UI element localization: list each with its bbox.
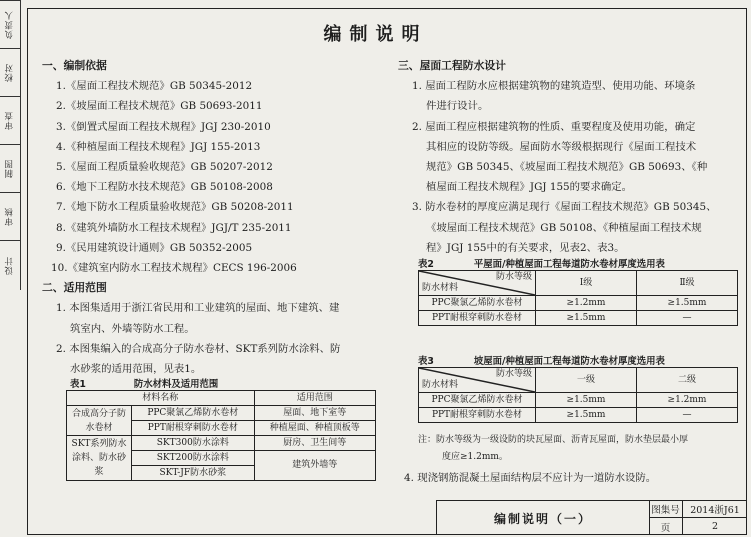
table1 bbox=[66, 390, 376, 481]
right-column bbox=[398, 56, 738, 258]
table-cell: — bbox=[637, 408, 738, 423]
section-heading: 一、编制依据 bbox=[42, 59, 107, 72]
paragraph-line: 件进行设计。 bbox=[426, 100, 489, 113]
scope-paragraphs bbox=[42, 298, 387, 379]
diag-bottom-label: 防水材料 bbox=[422, 380, 459, 390]
table-cell: SKT300防水涂料 bbox=[132, 436, 255, 451]
list-item: 4.《种植屋面工程技术规程》JGJ 155-2013 bbox=[56, 140, 261, 153]
diag-top-label: 防水等级 bbox=[495, 369, 532, 379]
paragraph-line: 1. 屋面工程防水应根据建筑物的建筑造型、使用功能、环境条 bbox=[412, 80, 696, 93]
left-column bbox=[42, 56, 387, 379]
paragraph-line: 《坡屋面工程技术规范》GB 50108、《种植屋面工程技术规 bbox=[426, 221, 702, 234]
page-label: 页 bbox=[649, 518, 683, 535]
table-cell: 种植屋面、种植顶板等 bbox=[254, 421, 375, 436]
table-cell: ≥1.2mm bbox=[536, 296, 637, 311]
table1-caption bbox=[70, 376, 370, 390]
paragraph-line: 4. 现浇钢筋混凝土屋面结构层不应计为一道防水设防。 bbox=[404, 472, 657, 484]
paragraph-line: 3. 防水卷材的厚度应满足现行《屋面工程技术规范》GB 50345、 bbox=[412, 201, 717, 214]
table-header: 一级 bbox=[536, 368, 637, 393]
table3-caption bbox=[418, 353, 738, 367]
paragraph-line: 植屋面工程技术规程》JGJ 155的要求确定。 bbox=[426, 181, 633, 194]
paragraph-line: 水砂浆的适用范围，见表1。 bbox=[70, 363, 202, 376]
atlas-number: 2014浙J61 bbox=[683, 501, 747, 518]
paragraph-line: 规范》GB 50345、《坡屋面工程技术规范》GB 50693、《种 bbox=[426, 161, 708, 174]
table-cell: PPC聚氯乙烯防水卷材 bbox=[419, 296, 536, 311]
sidebar-cell: 审核 bbox=[0, 192, 20, 241]
table-cell: ≥1.2mm bbox=[637, 393, 738, 408]
table-cell: SKT200防水涂料 bbox=[132, 451, 255, 466]
table-cell: PPT耐根穿刺防水卷材 bbox=[419, 408, 536, 423]
list-item: 3.《倒置式屋面工程技术规程》JGJ 230-2010 bbox=[56, 120, 271, 133]
table-cell: 屋面、地下室等 bbox=[254, 406, 375, 421]
diag-top-label: 防水等级 bbox=[495, 272, 532, 282]
list-item: 7.《地下防水工程质量验收规范》GB 50208-2011 bbox=[56, 201, 294, 214]
sidebar-cell: 制图 bbox=[0, 144, 20, 193]
table-cell: 建筑外墙等 bbox=[254, 451, 375, 481]
table2 bbox=[418, 270, 738, 326]
paragraph-line: 2. 屋面工程应根据建筑物的性质、重要程度及使用功能，确定 bbox=[412, 120, 696, 133]
diagonal-header-cell bbox=[419, 368, 536, 393]
table-cell: ≥1.5mm bbox=[536, 393, 637, 408]
list-item: 5.《屋面工程质量验收规范》GB 50207-2012 bbox=[56, 161, 273, 174]
list-item: 6.《地下工程防水技术规范》GB 50108-2008 bbox=[56, 181, 273, 194]
list-item: 10.《建筑室内防水工程技术规程》CECS 196-2006 bbox=[51, 262, 297, 275]
table-number: 表3 bbox=[418, 356, 434, 367]
reference-list bbox=[42, 76, 387, 278]
sidebar-cell: 设计 bbox=[0, 240, 20, 291]
atlas-label: 图集号 bbox=[649, 501, 683, 518]
paragraph-line: 筑室内、外墙等防水工程。 bbox=[70, 322, 195, 335]
sidebar-cell: 负责人 bbox=[0, 0, 20, 49]
title-block bbox=[436, 500, 747, 535]
diagonal-header-cell bbox=[419, 271, 536, 296]
section-heading: 三、屋面工程防水设计 bbox=[398, 59, 506, 72]
section-heading: 二、适用范围 bbox=[42, 281, 107, 295]
table-number: 表2 bbox=[418, 259, 434, 270]
note-line: 度应≥1.2mm。 bbox=[442, 452, 508, 462]
table-header: Ⅱ级 bbox=[637, 271, 738, 296]
list-item: 2.《坡屋面工程技术规范》GB 50693-2011 bbox=[56, 100, 263, 113]
table-cell: PPT耐根穿刺防水卷材 bbox=[132, 421, 255, 436]
table-caption: 坡屋面/种植屋面工程每道防水卷材厚度选用表 bbox=[473, 356, 665, 367]
table-header: 适用范围 bbox=[254, 391, 375, 406]
table-cell: — bbox=[637, 311, 738, 326]
table-header: 二级 bbox=[637, 368, 738, 393]
table-cell: 厨房、卫生间等 bbox=[254, 436, 375, 451]
table-header: Ⅰ级 bbox=[536, 271, 637, 296]
list-item: 9.《民用建筑设计通则》GB 50352-2005 bbox=[56, 241, 253, 254]
list-item: 1.《屋面工程技术规范》GB 50345-2012 bbox=[56, 80, 253, 93]
list-item: 8.《建筑外墙防水工程技术规程》JGJ/T 235-2011 bbox=[56, 221, 292, 234]
table-cell: PPT耐根穿刺防水卷材 bbox=[419, 311, 536, 326]
diag-bottom-label: 防水材料 bbox=[422, 283, 459, 293]
table-caption: 平屋面/种植屋面工程每道防水卷材厚度选用表 bbox=[473, 259, 665, 270]
table3 bbox=[418, 367, 738, 423]
table-note bbox=[418, 432, 743, 466]
table-cell: ≥1.5mm bbox=[637, 296, 738, 311]
table-number: 表1 bbox=[70, 379, 86, 390]
table-cell: SKT系列防水涂料、防水砂浆 bbox=[67, 436, 132, 481]
page-number: 2 bbox=[711, 521, 719, 532]
page-title: 编制说明 bbox=[323, 24, 428, 45]
design-paragraphs bbox=[398, 76, 738, 258]
table-cell: ≥1.5mm bbox=[536, 408, 637, 423]
sidebar-cell: 校对 bbox=[0, 48, 20, 97]
table-caption: 防水材料及适用范围 bbox=[133, 379, 219, 390]
paragraph-line: 其相应的设防等级。屋面防水等级根据现行《屋面工程技术 bbox=[426, 140, 697, 153]
sidebar-cell: 审查 bbox=[0, 96, 20, 145]
table-cell: SKT-JF防水砂浆 bbox=[132, 466, 255, 481]
sheet-title: 编制说明（一） bbox=[437, 501, 650, 535]
paragraph-line: 1. 本图集适用于浙江省民用和工业建筑的屋面、地下建筑、建 bbox=[56, 302, 340, 315]
table-cell: ≥1.5mm bbox=[536, 311, 637, 326]
table-cell: PPC聚氯乙烯防水卷材 bbox=[132, 406, 255, 421]
table-header: 材料名称 bbox=[67, 391, 255, 406]
note-line: 注：防水等级为一级设防的块瓦屋面、沥青瓦屋面，防水垫层最小厚 bbox=[418, 435, 689, 445]
paragraph-line: 程》JGJ 155中的有关要求，见表2、表3。 bbox=[426, 241, 625, 254]
table-cell: PPC聚氯乙烯防水卷材 bbox=[419, 393, 536, 408]
paragraph-line: 2. 本图集编入的合成高分子防水卷材、SKT系列防水涂料、防 bbox=[56, 342, 341, 355]
table2-caption bbox=[418, 256, 738, 270]
table-cell: 合成高分子防水卷材 bbox=[67, 406, 132, 436]
